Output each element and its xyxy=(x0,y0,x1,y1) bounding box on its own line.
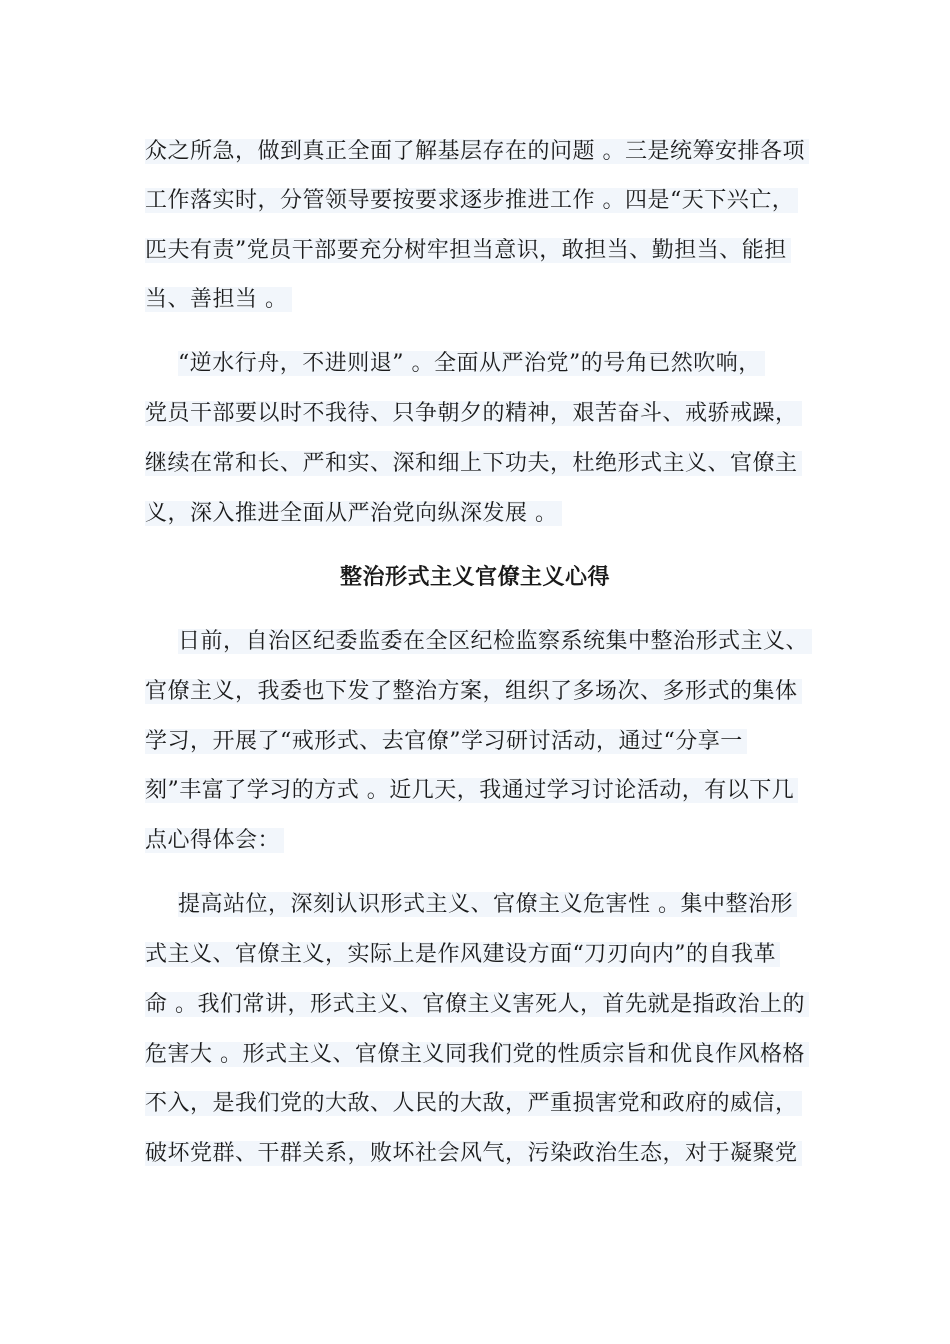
paragraph-line: 匹夫有责”党员干部要充分树牢担当意识，敢担当、勤担当、能担 xyxy=(145,232,791,270)
paragraph-line: 党员干部要以时不我待、只争朝夕的精神，艰苦奋斗、戒骄戒躁， xyxy=(145,395,802,433)
paragraph-line: 命 。我们常讲，形式主义、官僚主义害死人，首先就是指政治上的 xyxy=(145,986,809,1024)
paragraph-line: 众之所急，做到真正全面了解基层存在的问题 。三是统筹安排各项 xyxy=(145,133,809,171)
paragraph-line: 式主义、官僚主义，实际上是作风建设方面“刀刃向内”的自我革 xyxy=(145,936,780,974)
paragraph-line: 官僚主义，我委也下发了整治方案，组织了多场次、多形式的集体 xyxy=(145,673,802,711)
paragraph-line: 义，深入推进全面从严治党向纵深发展 。 xyxy=(145,495,562,533)
paragraph-line: 当、善担当 。 xyxy=(145,281,292,319)
section-title: 整治形式主义官僚主义心得 xyxy=(339,565,610,590)
paragraph-line: 危害大 。形式主义、官僚主义同我们党的性质宗旨和优良作风格格 xyxy=(145,1036,809,1074)
paragraph-line: 继续在常和长、严和实、深和细上下功夫，杜绝形式主义、官僚主 xyxy=(145,445,802,483)
paragraph-line: 日前，自治区纪委监委在全区纪检监察系统集中整治形式主义、 xyxy=(178,623,812,661)
paragraph-line: “逆水行舟，不进则退” 。全面从严治党”的号角已然吹响， xyxy=(178,345,765,383)
paragraph-line: 刻”丰富了学习的方式 。近几天，我通过学习讨论活动，有以下几 xyxy=(145,772,798,810)
paragraph-line: 提高站位，深刻认识形式主义、官僚主义危害性 。集中整治形 xyxy=(178,886,797,924)
paragraph-line: 学习，开展了“戒形式、去官僚”学习研讨活动，通过“分享一 xyxy=(145,723,747,761)
paragraph-line: 破坏党群、干群关系，败坏社会风气，污染政治生态，对于凝聚党 xyxy=(145,1135,802,1173)
paragraph-line: 工作落实时，分管领导要按要求逐步推进工作 。四是“天下兴亡， xyxy=(145,182,798,220)
paragraph-line: 点心得体会： xyxy=(145,822,284,860)
paragraph-line: 不入，是我们党的大敌、人民的大敌，严重损害党和政府的威信， xyxy=(145,1085,802,1123)
